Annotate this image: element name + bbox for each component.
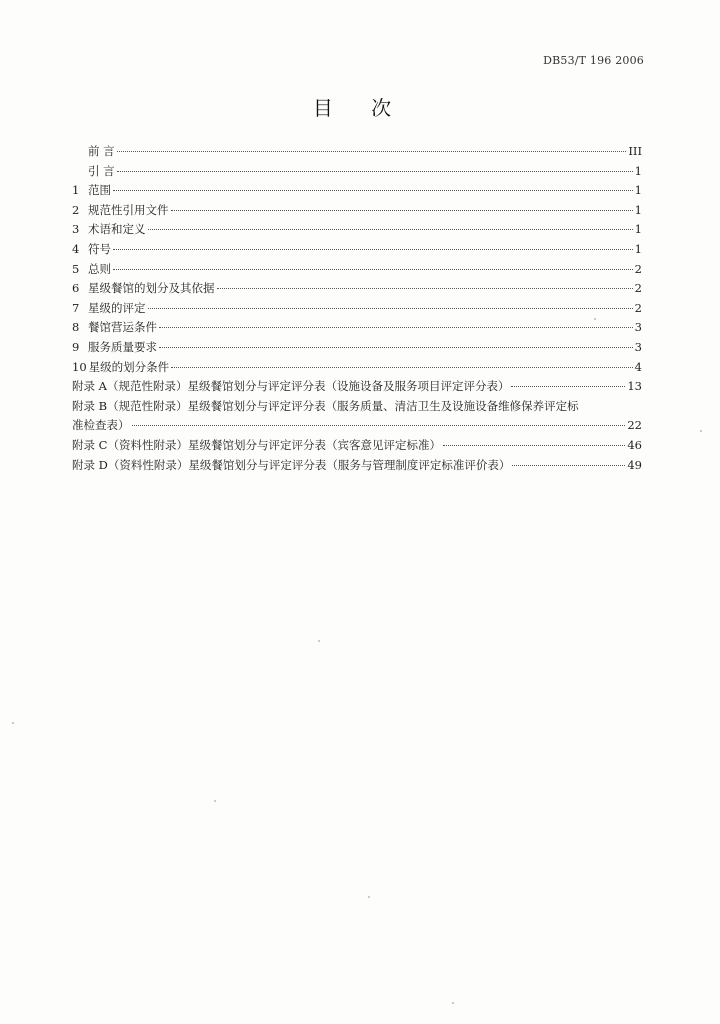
toc-entry-7[interactable] <box>72 299 642 319</box>
toc-entry-3[interactable] <box>72 220 642 240</box>
toc-entry-label-line2: 准检查表） <box>72 418 130 433</box>
toc-entry-page: 1 <box>634 222 642 237</box>
toc-entry-label: 星级餐馆的划分及其依据 <box>88 281 215 296</box>
toc-entry-label: 前 言 <box>88 144 115 158</box>
dot-leader <box>132 425 626 426</box>
scan-speck <box>12 722 14 724</box>
toc-title: 目 次 <box>312 96 408 120</box>
toc-entry-appendix-d[interactable] <box>72 456 642 476</box>
toc-entry-number: 6 <box>72 281 80 296</box>
toc-entry-page: 4 <box>634 359 642 374</box>
toc-entry-page: 49 <box>627 457 642 472</box>
toc-entry-page: 2 <box>634 261 642 276</box>
toc-entry-label: 附录 C（资料性附录）星级餐馆划分与评定评分表（宾客意见评定标准） <box>72 437 441 452</box>
toc-entry-continuation <box>72 416 642 436</box>
toc-entry-2[interactable] <box>72 201 642 221</box>
toc-entry-number: 7 <box>72 300 80 315</box>
dot-leader <box>171 367 633 368</box>
document-code: DB53/T 196 2006 <box>543 54 644 67</box>
scan-speck <box>452 1002 454 1004</box>
toc-entry-number: 9 <box>72 339 80 354</box>
toc-entry-label: 服务质量要求 <box>88 339 157 354</box>
dot-leader <box>159 327 633 328</box>
toc-entry-label: 引 言 <box>88 163 115 178</box>
table-of-contents <box>72 142 642 475</box>
toc-entry-appendix-b[interactable] <box>72 397 642 436</box>
toc-entry-number: 2 <box>72 202 80 217</box>
toc-entry-6[interactable] <box>72 279 642 299</box>
toc-entry-label: 星级的评定 <box>88 300 146 315</box>
toc-entry-page: 22 <box>627 418 642 433</box>
dot-leader <box>171 210 633 211</box>
toc-entry-page: 3 <box>634 320 642 335</box>
toc-entry-4[interactable] <box>72 240 642 260</box>
scan-speck <box>214 800 216 802</box>
toc-entry-page: 2 <box>634 281 642 296</box>
toc-entry-foreword[interactable] <box>72 142 642 162</box>
dot-leader <box>148 229 633 230</box>
toc-entry-page: 2 <box>634 300 642 315</box>
toc-entry-label-line1: 附录 B（规范性附录）星级餐馆划分与评定评分表（服务质量、清洁卫生及设施设备维修保养评定标 <box>72 398 579 413</box>
toc-entry-10[interactable] <box>72 358 642 378</box>
toc-entry-5[interactable] <box>72 260 642 280</box>
toc-entry-introduction[interactable] <box>72 162 642 182</box>
toc-entry-label: 术语和定义 <box>88 222 146 237</box>
toc-entry-number: 3 <box>72 222 80 237</box>
scan-speck <box>368 896 370 898</box>
toc-entry-label: 总则 <box>88 261 111 276</box>
dot-leader <box>117 171 633 172</box>
toc-entry-label: 星级的划分条件 <box>88 359 170 374</box>
toc-entry-label: 范围 <box>88 183 111 198</box>
toc-entry-label: 规范性引用文件 <box>88 202 169 217</box>
toc-entry-page: 13 <box>627 379 642 394</box>
toc-entry-page: 1 <box>634 183 642 198</box>
dot-leader <box>117 151 627 152</box>
dot-leader <box>113 190 633 191</box>
toc-entry-appendix-c[interactable] <box>72 436 642 456</box>
dot-leader <box>217 288 633 289</box>
toc-entry-label: 附录 D（资料性附录）星级餐馆划分与评定评分表（服务与管理制度评定标准评价表） <box>72 457 511 472</box>
toc-entry-page: 46 <box>627 437 642 452</box>
dot-leader <box>148 308 633 309</box>
toc-entry-1[interactable] <box>72 181 642 201</box>
toc-entry-page: 3 <box>634 339 642 354</box>
toc-entry-9[interactable] <box>72 338 642 358</box>
dot-leader <box>511 386 625 387</box>
dot-leader <box>443 445 625 446</box>
toc-entry-label: 餐馆营运条件 <box>88 320 157 335</box>
toc-entry-number: 4 <box>72 241 80 256</box>
toc-entry-page: III <box>628 144 642 158</box>
toc-entry-number: 10 <box>72 359 87 374</box>
toc-entry-label: 符号 <box>88 241 111 256</box>
toc-entry-number: 5 <box>72 261 80 276</box>
dot-leader <box>512 465 625 466</box>
toc-entry-label: 附录 A（规范性附录）星级餐馆划分与评定评分表（设施设备及服务项目评定评分表） <box>72 379 510 394</box>
toc-entry-page: 1 <box>634 163 642 178</box>
toc-entry-page: 1 <box>634 202 642 217</box>
toc-entry-8[interactable] <box>72 318 642 338</box>
toc-entry-number: 8 <box>72 320 80 335</box>
dot-leader <box>159 347 633 348</box>
toc-entry-page: 1 <box>634 241 642 256</box>
dot-leader <box>113 269 633 270</box>
toc-entry-number: 1 <box>72 183 80 198</box>
scan-speck <box>318 640 320 642</box>
toc-entry-appendix-a[interactable] <box>72 377 642 397</box>
scan-speck <box>700 430 702 432</box>
scan-speck <box>594 318 596 320</box>
dot-leader <box>113 249 633 250</box>
